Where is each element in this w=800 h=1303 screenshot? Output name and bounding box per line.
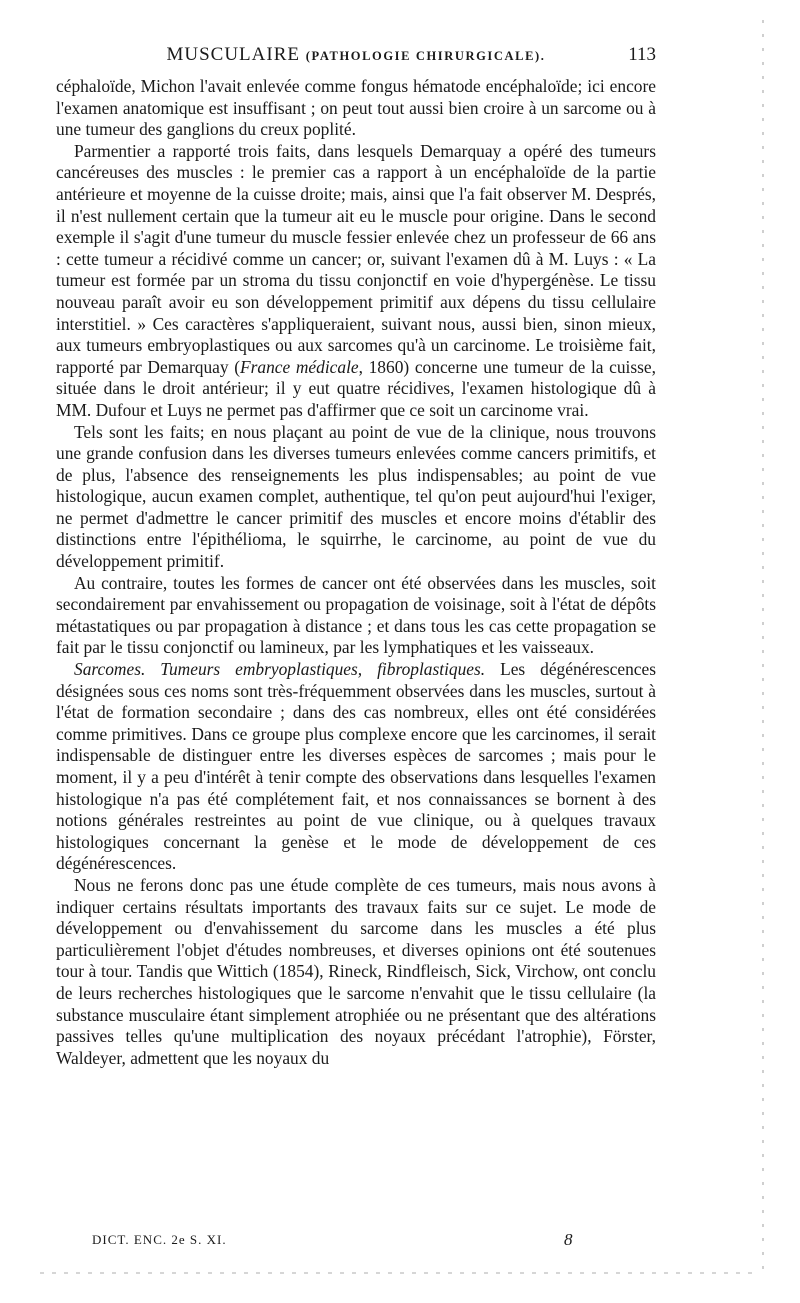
- paragraph: [56, 422, 656, 573]
- text-run: céphaloïde, Michon l'avait enlevée comme fongus hématode encéphaloïde; ici encore l'examen anatomique est insuffisant ; on peut tout aussi bien croire à un sarcome ou à une tumeur des ganglions du creux poplité.: [56, 76, 656, 140]
- page-footer: [56, 1230, 656, 1260]
- header-title: [56, 44, 656, 66]
- page-number: 113: [628, 44, 656, 65]
- header-title-main: MUSCULAIRE: [166, 44, 300, 65]
- printer-signature: DICT. ENC. 2e S. XI.: [92, 1232, 227, 1247]
- text-run: , 1860) concerne une tumeur de la cuisse, située dans le droit antérieur; il y eut quatre récidives, l'examen histologique dû à MM. Dufour et Luys ne permet pas d'affirmer que ce soit un carcinome vrai.: [56, 356, 656, 420]
- text-run: Nous ne ferons donc pas une étude complète de ces tumeurs, mais nous avons à indiquer certains résultats importants des travaux faits sur ce sujet. Le mode de développement ou d'envahissement du sarcome dans les muscles a été plus particulièrement l'objet d'études nombreuses, et diverses opinions ont été soutenues tour à tour. Tandis que Wittich (1854), Rineck, Rindfleisch, Sick, Virchow, ont conclu de leurs recherches histologiques que le sarcome n'envahit que le tissu cellulaire (la substance musculaire étant simplement atrophiée ou ne présentant que des altérations passives telles qu'une multiplication des noyaux précédant l'atrophie), Förster, Waldeyer, admettent que les noyaux du: [56, 874, 656, 1068]
- running-header: [56, 44, 656, 74]
- italic-text: France médicale: [239, 356, 359, 377]
- italic-text: Sarcomes. Tumeurs embryoplastiques, fibroplastiques.: [74, 659, 486, 680]
- paragraph: [56, 659, 656, 875]
- text-run: Au contraire, toutes les formes de cancer ont été observées dans les muscles, soit secondairement par envahissement ou propagation de voisinage, soit à l'état de dépôts métastatiques ou par propagation à distance ; et dans tous les cas cette propagation se fait par le tissu conjonctif ou lamineux, par les lymphatiques et les vaisseaux.: [56, 572, 656, 658]
- paragraph: [56, 875, 656, 1069]
- body-text: [56, 76, 656, 1069]
- scan-edge-marks: [762, 20, 764, 1280]
- paragraph: [56, 76, 656, 141]
- paragraph: [56, 573, 656, 659]
- header-title-sub: (PATHOLOGIE CHIRURGICALE).: [305, 49, 546, 63]
- sheet-number: 8: [564, 1230, 573, 1249]
- scan-bottom-marks: [40, 1272, 760, 1274]
- text-run: Tels sont les faits; en nous plaçant au point de vue de la clinique, nous trouvons une grande confusion dans les diverses tumeurs enlevées comme cancers primitifs, et de plus, l'absence des renseignements les plus indispensables; au point de vue histologique, aucun examen complet, authentique, tel qu'on peut aujourd'hui l'exiger, ne permet d'admettre le cancer primitif des muscles et encore moins d'établir des distinctions entre l'épithélioma, le squirrhe, le carcinome, au point de vue du développement primitif.: [56, 421, 656, 572]
- text-run: Parmentier a rapporté trois faits, dans lesquels Demarquay a opéré des tumeurs cancéreuses des muscles : le premier cas a rapport à un encéphaloïde de la partie antérieure et moyenne de la cuisse droite; mais, ainsi que l'a fait observer M. Després, il n'est nullement certain que la tumeur ait eu le muscle pour origine. Dans le second exemple il s'agit d'une tumeur du muscle fessier enlevée chez un professeur de 66 ans : cette tumeur a récidivé comme un cancer; or, suivant l'examen dû à M. Luys : « La tumeur est formée par un stroma du tissu conjonctif en voie d'hypergénèse. Le tissu nouveau paraît avoir eu son développement primitif aux dépens du tissu cellulaire interstitiel. » Ces caractères s'appliqueraient, suivant nous, aussi bien, sinon mieux, aux tumeurs embryoplastiques ou aux sarcomes qu'à un carcinome. Le troisième fait, rapporté par Demarquay (: [56, 140, 656, 377]
- paragraph: [56, 141, 656, 422]
- text-run: Les dégénérescences désignées sous ces noms sont très-fréquemment observées dans les muscles, surtout à l'état de formation secondaire ; dans des cas nombreux, elles ont été considérées comme primitives. Dans ce groupe plus complexe encore que les carcinomes, il serait indispensable de distinguer entre les diverses espèces de sarcomes ; mais pour le moment, il y a peu d'intérêt à tenir compte des observations dans lesquelles l'examen histologique n'a pas été complétement fait, et nos connaissances se bornent à des notions générales restreintes au point de vue clinique, ou à quelques travaux histologiques concernant la genèse et le mode de développement de ces dégénérescences.: [56, 659, 656, 874]
